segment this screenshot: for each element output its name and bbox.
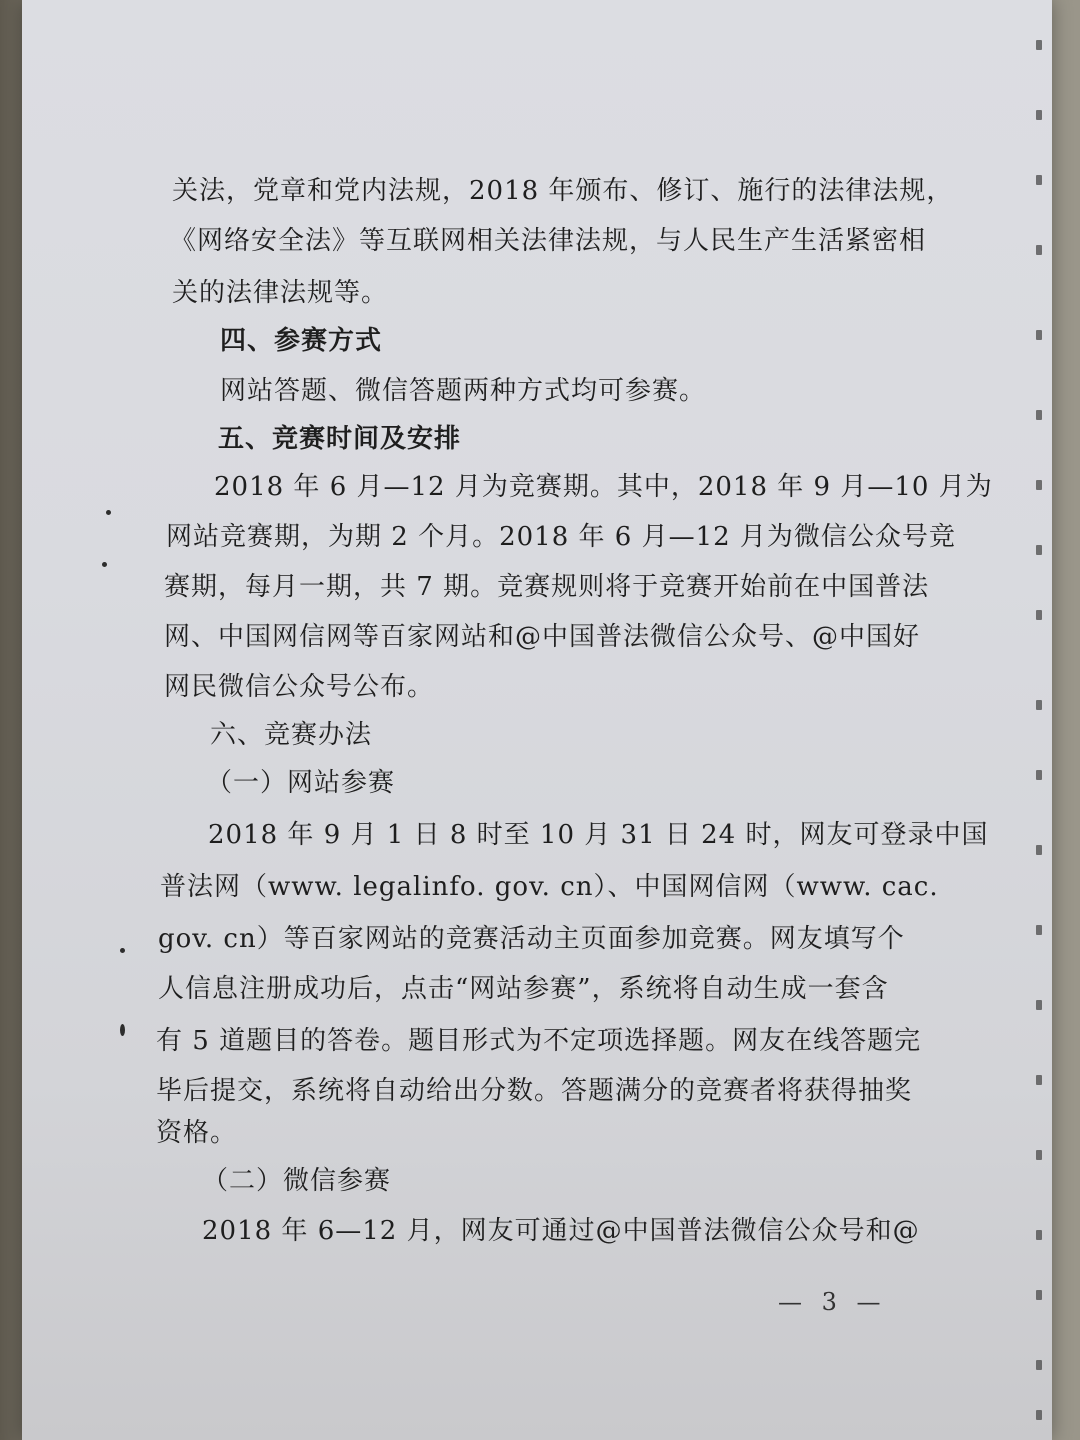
text-line: 2018 年 6—12 月，网友可通过@中国普法微信公众号和@ — [202, 1216, 920, 1246]
text-line: 网站竞赛期，为期 2 个月。2018 年 6 月—12 月为微信公众号竞 — [166, 522, 956, 552]
page-number: — 3 — — [778, 1288, 887, 1316]
text-line: gov. cn）等百家网站的竞赛活动主页面参加竞赛。网友填写个 — [158, 924, 905, 954]
document-page — [22, 0, 1052, 1440]
text-line: 网、中国网信网等百家网站和@中国普法微信公众号、@中国好 — [164, 622, 921, 652]
text-line: 关的法律法规等。 — [172, 278, 389, 308]
text-line: 《网络安全法》等互联网相关法律法规，与人民生产生活紧密相 — [170, 226, 927, 256]
text-line: 网站答题、微信答题两种方式均可参赛。 — [220, 376, 707, 406]
punch-hole — [102, 562, 107, 567]
text-line: 关法，党章和党内法规，2018 年颁布、修订、施行的法律法规， — [172, 176, 954, 206]
text-line: 网民微信公众号公布。 — [164, 672, 435, 702]
sub-heading: （一）网站参赛 — [206, 768, 396, 798]
text-line: 2018 年 9 月 1 日 8 时至 10 月 31 日 24 时，网友可登录中国 — [208, 820, 989, 850]
text-line: 资格。 — [156, 1118, 238, 1148]
text-line: 人信息注册成功后，点击“网站参赛”，系统将自动生成一套含 — [158, 974, 889, 1004]
punch-hole — [120, 948, 125, 953]
punch-hole — [120, 1024, 125, 1036]
text-line: 普法网（www. legalinfo. gov. cn）、中国网信网（www. cac. — [160, 872, 939, 902]
text-line: 2018 年 6 月—12 月为竞赛期。其中，2018 年 9 月—10 月为 — [214, 472, 993, 502]
sub-heading: （二）微信参赛 — [202, 1166, 392, 1196]
text-line: 毕后提交，系统将自动给出分数。答题满分的竞赛者将获得抽奖 — [156, 1076, 913, 1106]
section-heading: 五、竞赛时间及安排 — [218, 424, 462, 454]
text-line: 有 5 道题目的答卷。题目形式为不定项选择题。网友在线答题完 — [156, 1026, 922, 1056]
text-line: 赛期，每月一期，共 7 期。竞赛规则将于竞赛开始前在中国普法 — [164, 572, 930, 602]
punch-hole — [106, 510, 111, 515]
section-heading: 四、参赛方式 — [220, 326, 383, 356]
section-heading: 六、竞赛办法 — [210, 720, 373, 750]
